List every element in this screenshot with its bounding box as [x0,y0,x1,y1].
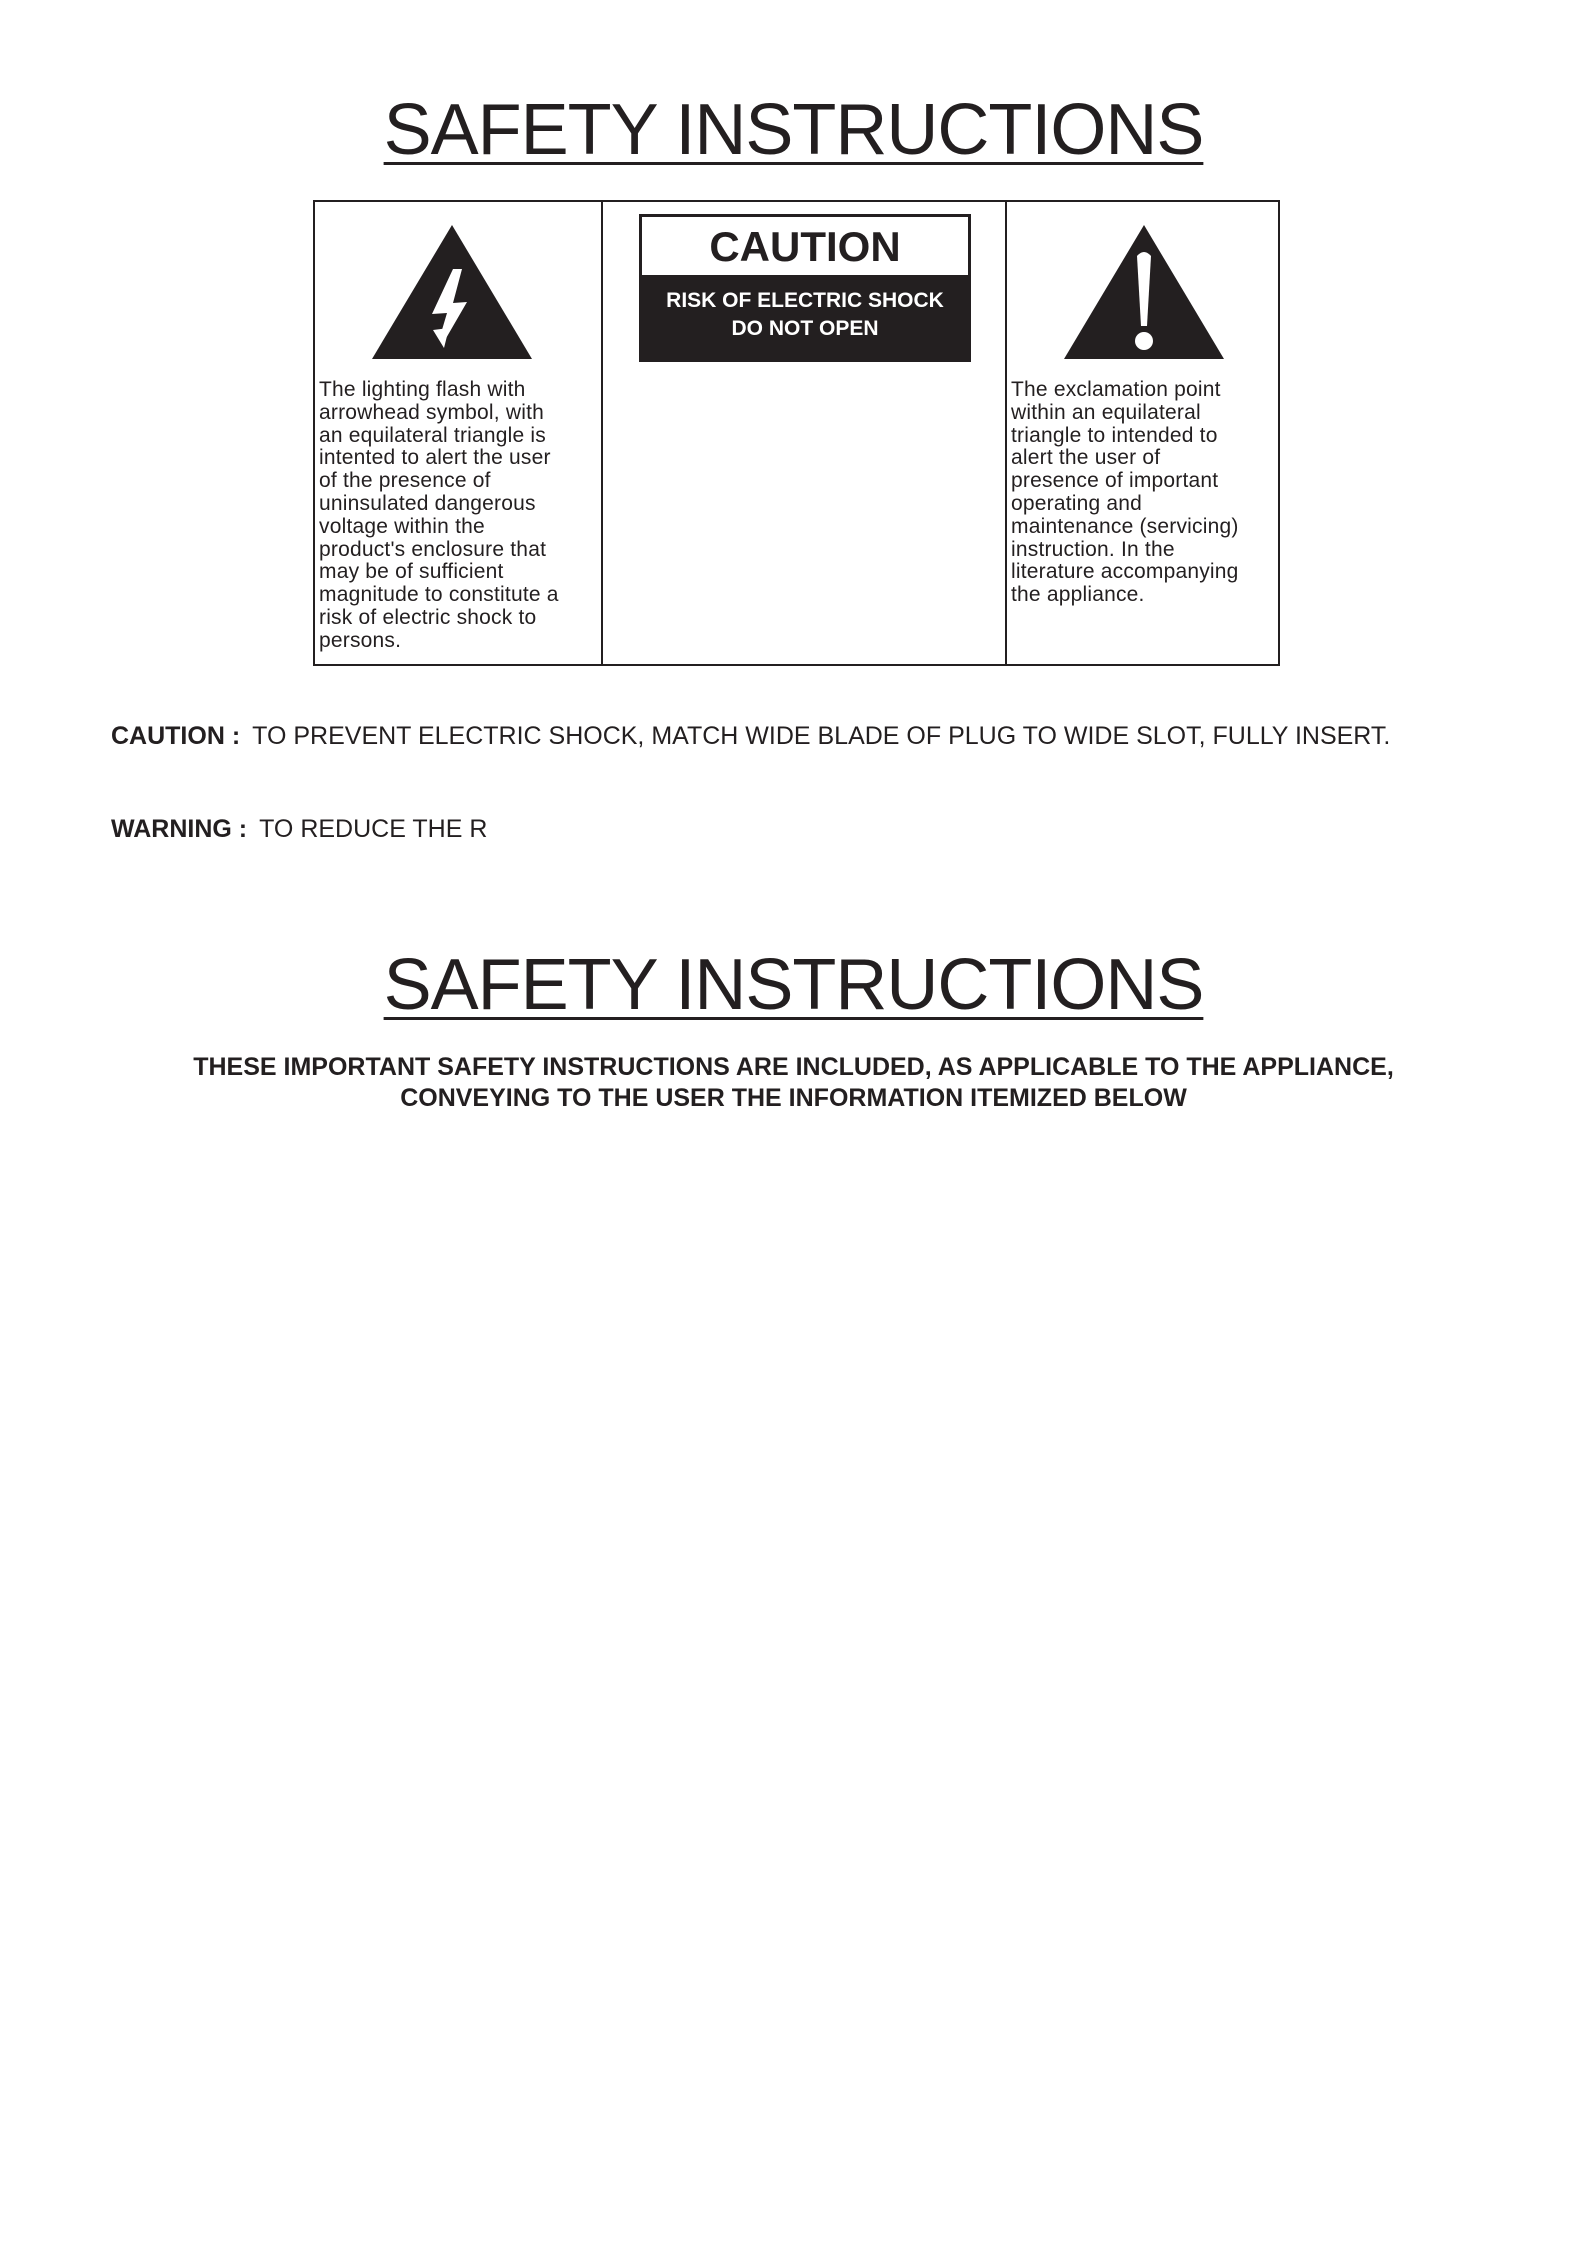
lightning-triangle-icon [369,222,535,362]
exclamation-symbol-description: The exclamation point within an equilateral triangle to intended to alert the user of presence of important operating and maintenance (servicing) instruction. In the literature accompanying the appliance. [1011,378,1239,607]
exclamation-triangle-icon [1061,222,1227,362]
section-title: SAFETY INSTRUCTIONS [383,945,1204,1025]
page-title: SAFETY INSTRUCTIONS [383,90,1204,170]
warning-notice [111,815,487,844]
caution-notice [111,722,1390,751]
table-column-divider [1005,202,1007,664]
safety-symbol-table [313,200,1280,666]
caution-label [639,214,971,362]
caution-notice-label: CAUTION : [111,722,241,750]
table-column-divider [601,202,603,664]
warning-notice-label: WARNING : [111,815,248,843]
caution-label-body [642,275,968,359]
warning-notice-text: TO REDUCE THE R [259,815,488,843]
caution-notice-text: TO PREVENT ELECTRIC SHOCK, MATCH WIDE BLADE OF PLUG TO WIDE SLOT, FULLY INSERT. [252,722,1391,750]
intro-line: THESE IMPORTANT SAFETY INSTRUCTIONS ARE INCLUDED, AS APPLICABLE TO THE APPLIANCE, [193,1053,1394,1081]
lightning-symbol-description: The lighting flash with arrowhead symbol, with an equilateral triangle is intented to alert the user of the presence of uninsulated dangerous voltage within the product's enclosure that may be of sufficient magnitude to constitute a risk of electric shock to persons. [319,378,559,652]
caution-label-heading: CAUTION [709,223,901,270]
caution-label-line: DO NOT OPEN [731,317,879,340]
intro-paragraph [0,1052,1587,1114]
caution-label-line: RISK OF ELECTRIC SHOCK [666,289,944,312]
intro-line: CONVEYING TO THE USER THE INFORMATION ITEMIZED BELOW [400,1084,1187,1112]
